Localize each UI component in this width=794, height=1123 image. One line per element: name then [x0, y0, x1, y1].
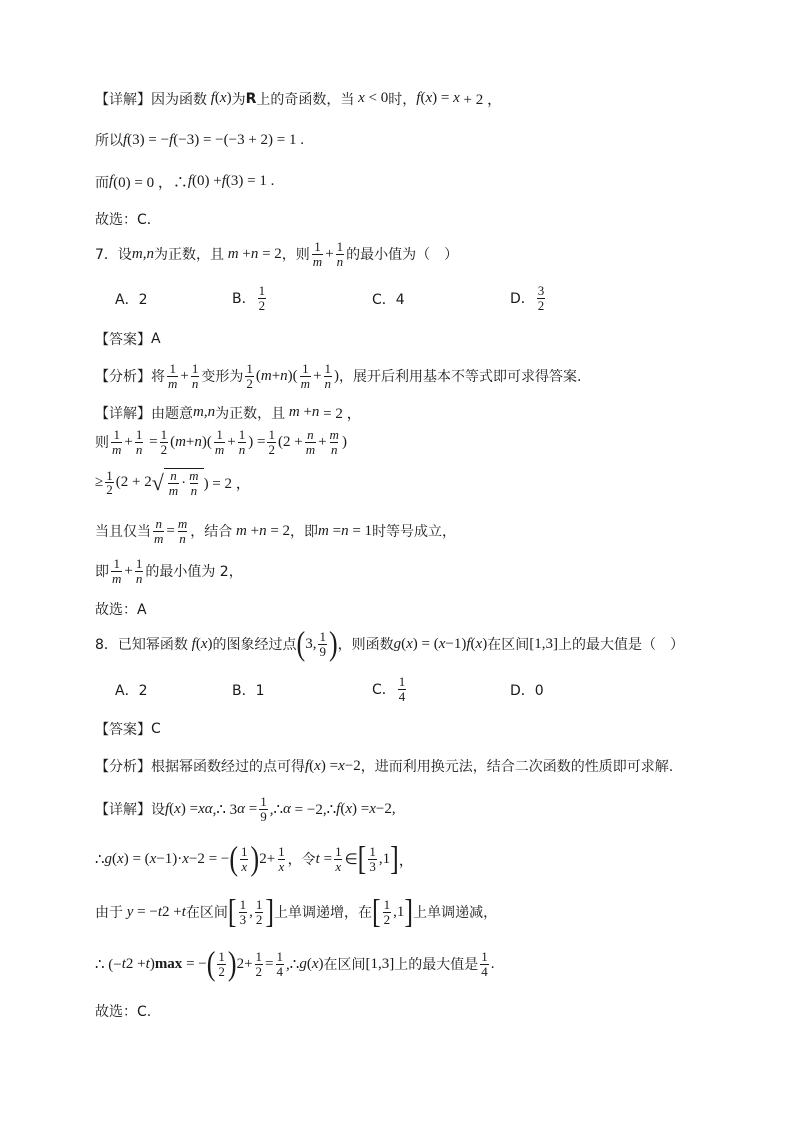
q7-detail-line3: ≥ $\frac{1}{2}$ (2 + 2 √ $\frac{n}{m}$ · $\frac{m}{n}$ ) = 2 ， — [95, 467, 251, 498]
analysis-label: 【分析】 — [95, 369, 151, 386]
text: 的最小值为（ ） — [346, 247, 459, 264]
q7-option-c: C．4 — [372, 292, 405, 308]
q7-detail-line2: 则 $\frac{1}{m}$ + $\frac{1}{n}$ = $\frac{1}{2}$ (m+n)( $\frac{1}{m}$ + $\frac{1}{n}$ ) = $\frac{1}{2}$ (2 + $\frac{n}{m}$ + $\frac{m}{n}$ ) — [95, 427, 347, 457]
detail-label: 【详解】 — [95, 405, 151, 422]
answer-value: C — [151, 721, 161, 737]
q6-detail-line1: 【详解】 因为函数 f ( x ) 为 R 上的奇函数，当 x < 0 时， f ( x ) = x + 2 ， — [95, 90, 502, 108]
q7-analysis: 【分析】 将 $\frac{1}{m}$ + $\frac{1}{n}$ 变形为 $\frac{1}{2}$ (m+n)( $\frac{1}{m}$ + $\frac{1}{n}$ ) ，展开后利用基本不等式即可求得答案. — [95, 361, 582, 391]
q7-min: 即 $\frac{1}{m}$ + $\frac{1}{n}$ 的最小值为 2， — [95, 556, 243, 586]
q7-detail-line1: 【详解】 由题意 m,n 为正数，且 m + n = 2 ， — [95, 404, 362, 422]
answer-label: 【答案】 — [95, 332, 151, 348]
detail-label: 【详解】 — [95, 91, 151, 108]
q7-choice: 故选：A — [95, 602, 147, 618]
q6-choice — [95, 209, 161, 229]
q7-equality: 当且仅当 $\frac{n}{m}$ = $\frac{m}{n}$ ，结合 m + n = 2 ，即 m = n = 1 时等号成立， — [95, 516, 457, 546]
q8-stem: 8．已知幂函数 f ( x ) 的图象经过点 ( 3, $\frac{1}{9}$ ) ，则函数 g ( x ) = ( x −1) f ( x ) 在区间 [1,3] 上的最大值是（ ） — [95, 624, 684, 663]
text: ，则 — [281, 247, 310, 264]
q8-option-b: B．1 — [232, 683, 265, 699]
q6-detail-line3: 而 f (0) = 0 ，∴ f (0) + f (3) = 1 . — [95, 173, 275, 191]
q7-option-b: B． $\frac{1}{2}$ — [232, 283, 266, 313]
analysis-label: 【分析】 — [95, 759, 151, 775]
q8-answer — [95, 719, 161, 739]
answer-value: A — [151, 331, 161, 347]
q8-option-a: A．2 — [115, 683, 148, 699]
text: 时， — [388, 91, 417, 108]
q8-detail-line4: ∴ (− t 2 + t ) max = − ( $\frac{1}{2}$ ) 2 + $\frac{1}{2}$ = $\frac{1}{4}$ ,∴ g ( x ) 在区间 [1,3] 上的最大值是 $\frac{1}{4}$ . — [95, 944, 495, 983]
text: R — [245, 90, 257, 107]
q8-detail-line3: 由于 y = − t 2 + t 在区间 [ $\frac{1}{3}$ , $\frac{1}{2}$ ] 上单调递增，在 [ $\frac{1}{2}$ ,1 ] 上单调递减， — [95, 892, 498, 931]
q8-analysis: 【分析】 根据幂函数经过的点可得 f ( x ) = x −2 ，进而利用换元法，结合二次函数的性质即可求解. — [95, 757, 674, 775]
text: 为 — [231, 91, 246, 108]
text: 上的奇函数，当 — [256, 91, 355, 108]
q7-answer — [95, 329, 161, 349]
q7-stem: 7．设 m,n 为正数，且 m + n = 2 ，则 $\frac{1}{m}$ + $\frac{1}{n}$ 的最小值为（ ） — [95, 239, 459, 269]
q8-detail-line2: ∴ g ( x ) = ( x −1)· x −2 = − ( $\frac{1}{x}$ ) 2 + $\frac{1}{x}$ ，令 t = $\frac{1}{x}$ ∈ [ $\frac{1}{3}$ ,1 ] ， — [95, 839, 414, 878]
answer-label: 【答案】 — [95, 722, 151, 738]
text: 而 — [95, 174, 109, 191]
q7-option-d: D． $\frac{3}{2}$ — [510, 283, 545, 313]
text: 所以 — [95, 133, 123, 149]
q7-option-a: A．2 — [115, 292, 148, 308]
detail-label: 【详解】 — [95, 802, 151, 819]
text: 故选：C． — [95, 212, 161, 228]
q6-detail-line2: 所以 f (3) = − f (−3) = −(−3 + 2) = 1 . — [95, 131, 305, 149]
text: 7．设 — [95, 247, 132, 264]
q8-option-c: C． $\frac{1}{4}$ — [372, 674, 406, 704]
q8-option-d: D．0 — [510, 683, 544, 699]
text: 因为函数 — [151, 91, 207, 108]
q8-detail-line1: 【详解】 设 f ( x ) = x α ,∴ 3 α = $\frac{1}{9}$ ,∴ α = −2,∴ f ( x ) = x −2 , — [95, 794, 396, 824]
text: 为正数，且 — [154, 247, 225, 264]
q8-choice: 故选：C. — [95, 1004, 152, 1020]
